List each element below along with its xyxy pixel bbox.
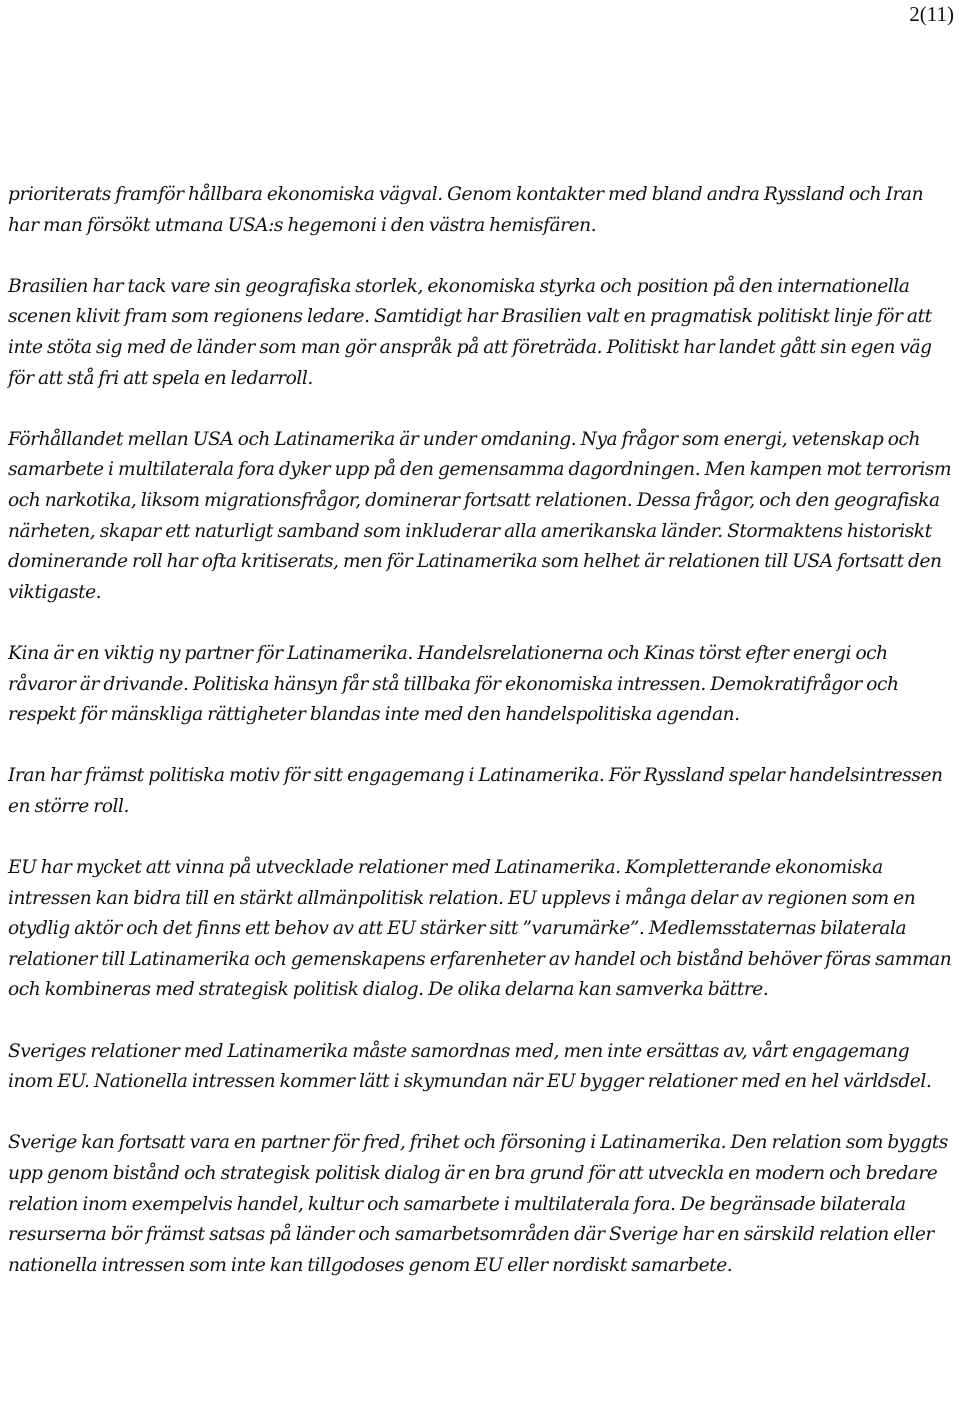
paragraph-kina: Kina är en viktig ny partner för Latinamerika. Handelsrelationerna och Kinas törst efter energi och råvaror är drivande. Politiska hänsyn får stå tillbaka för ekonomiska intressen. Demokratifrågor och respekt för mänskliga rättigheter blandas inte med den handelspolitiska agendan. (8, 642, 899, 726)
paragraph-eu: EU har mycket att vinna på utvecklade relationer med Latinamerika. Kompletterande ekonomiska intressen kan bidra till en stärkt allmänpolitisk relation. EU upplevs i många delar av regionen som en otydlig aktör och det finns ett behov av att EU stärker sitt ”varumärke”. Medlemsstaternas bilaterala relationer till Latinamerika och gemenskapens erfarenheter av handel och bistånd behöver föras samman och kombineras med strategisk politisk dialog. De olika delarna kan samverka bättre. (8, 857, 952, 1001)
paragraph-usa-latinamerika: Förhållandet mellan USA och Latinamerika är under omdaning. Nya frågor som energi, vetenskap och samarbete i multilaterala fora dyker upp på den gemensamma dagordningen. Men kampen mot terrorism och narkotika, liksom migrationsfrågor, dominerar fortsatt relationen. Dessa frågor, och den geografiska närheten, skapar ett naturligt samband som inkluderar alla amerikanska länder. Stormaktens historiskt dominerande roll har ofta kritiserats, men för Latinamerika som helhet är relationen till USA fortsatt den viktigaste. (8, 428, 952, 603)
paragraph-sverige-partner: Sverige kan fortsatt vara en partner för fred, frihet och försoning i Latinamerika. Den relation som byggts upp genom bistånd och strategisk politisk dialog är en bra grund för att utveckla en modern och bredare relation inom exempelvis handel, kultur och samarbete i multilaterala fora. De begränsade bilaterala resurserna bör främst satsas på länder och samarbetsområden där Sverige har en särskild relation eller nationella intressen som inte kan tillgodoses genom EU eller nordiskt samarbete. (8, 1132, 948, 1276)
paragraph-brasilien: Brasilien har tack vare sin geografiska storlek, ekonomiska styrka och position på den internationella scenen klivit fram som regionens ledare. Samtidigt har Brasilien valt en pragmatisk politiskt linje för att inte stöta sig med de länder som man gör anspråk på att företräda. Politiskt har landet gått sin egen väg för att stå fri att spela en ledarroll. (8, 275, 932, 389)
paragraph-iran-ryssland: Iran har främst politiska motiv för sitt engagemang i Latinamerika. För Ryssland spelar handelsintressen en större roll. (8, 765, 943, 817)
paragraph-sveriges-relationer: Sveriges relationer med Latinamerika måste samordnas med, men inte ersättas av, vårt engagemang inom EU. Nationella intressen kommer lätt i skymundan när EU bygger relationer med en hel världsdel. (8, 1040, 932, 1093)
document-body (8, 180, 953, 1281)
page-number: 2(11) (909, 2, 954, 26)
paragraph-intro-continuation: prioriterats framför hållbara ekonomiska vägval. Genom kontakter med bland andra Ryssland och Iran har man försökt utmana USA:s hegemoni i den västra hemisfären. (8, 184, 924, 236)
